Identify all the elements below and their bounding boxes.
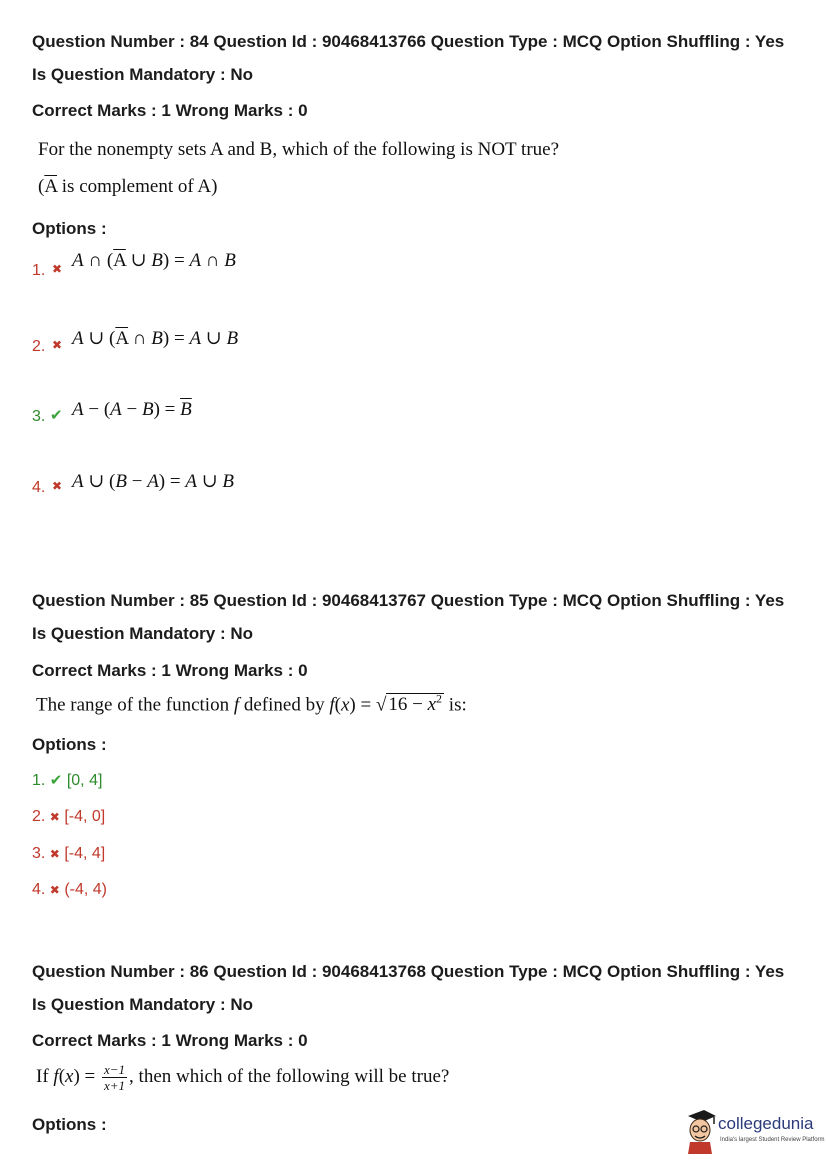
q84-meta-line1: Question Number : 84 Question Id : 90468413766 Question Type : MCQ Option Shuffling : Yes [32, 32, 785, 51]
q86-meta-line3: Correct Marks : 1 Wrong Marks : 0 [32, 1031, 308, 1050]
q85-question-text: The range of the function f defined by f(x) = √ $16 - x^2$ is: [36, 692, 467, 716]
q85-option-2-number: 2. [32, 808, 46, 825]
q85-option-4-text: (-4, 4) [64, 881, 107, 898]
q85-option-1-text: [0, 4] [66, 772, 103, 789]
q84-option-4-formula[interactable]: A ∪ (B − A) = A ∪ B [72, 471, 234, 492]
q84-meta-line2: Is Question Mandatory : No [32, 65, 254, 84]
cross-icon: ✖ [52, 479, 63, 493]
q84-meta-line3: Correct Marks : 1 Wrong Marks : 0 [32, 101, 308, 120]
q85-option-3-number: 3. [32, 845, 46, 862]
q86-question-post: , then which of the following will be true? [129, 1065, 450, 1087]
q85-options-label: Options : [32, 735, 107, 754]
q84-note [38, 176, 217, 198]
q84-option-2-number: 2. [32, 338, 46, 355]
q86-question-pre: If [36, 1065, 54, 1087]
q85-meta-line1: Question Number : 85 Question Id : 90468413767 Question Type : MCQ Option Shuffling : Yes [32, 591, 785, 610]
q85-option-4-number: 4. [32, 881, 46, 898]
q85-option-1-number: 1. [32, 772, 46, 789]
q84-option-2-formula[interactable]: A ∪ ($\overline{A}$ ∩ B) = A ∪ B [72, 328, 239, 349]
q86-options-label: Options : [32, 1115, 107, 1134]
q85-question-mid: defined by [239, 694, 330, 716]
q85-question-post: is: [444, 694, 467, 716]
q84-option-1-number: 1. [32, 262, 46, 279]
collegedunia-logo [684, 1108, 825, 1154]
q84-option-3-formula[interactable]: $A - (A - B) = \overline{B}$ [72, 399, 192, 420]
cross-icon: ✖ [52, 338, 63, 352]
cross-icon: ✖ [49, 810, 60, 824]
cross-icon: ✖ [52, 262, 63, 276]
q85-option-3[interactable] [32, 845, 105, 863]
q86-question-text: If f(x) = $\frac{x-1}{x+1}$ , then which of the following will be true? [36, 1062, 450, 1093]
q85-meta-line2: Is Question Mandatory : No [32, 624, 254, 643]
q85-option-1[interactable] [32, 771, 102, 790]
q85-meta-line3: Correct Marks : 1 Wrong Marks : 0 [32, 661, 308, 680]
logo-wordmark: collegedunia [718, 1114, 814, 1133]
logo-tagline: India's largest Student Review Platform [720, 1137, 825, 1143]
q84-option-1-formula[interactable]: A ∩ ($\overline{A}$ ∪ B) = A ∩ B [72, 250, 236, 271]
cross-icon: ✖ [49, 847, 60, 861]
q84-note-post: is complement of A) [57, 176, 218, 197]
q85-option-3-text: [-4, 4] [64, 845, 106, 862]
q84-option-3-number: 3. [32, 408, 46, 425]
q86-meta-line1: Question Number : 86 Question Id : 90468413768 Question Type : MCQ Option Shuffling : Yes [32, 962, 785, 981]
cross-icon: ✖ [49, 883, 60, 897]
check-icon: ✔ [50, 407, 63, 424]
q84-question-text: For the nonempty sets A and B, which of the following is NOT true? [38, 139, 560, 160]
q85-option-2[interactable] [32, 808, 105, 826]
q84-option-4-number: 4. [32, 479, 46, 496]
check-icon: ✔ [49, 772, 63, 789]
q85-option-2-text: [-4, 0] [64, 808, 106, 825]
q85-option-4[interactable] [32, 881, 107, 899]
q85-question-pre: The range of the function [36, 694, 234, 716]
student-mascot-icon [684, 1108, 718, 1154]
q86-fraction: $\frac{x-1}{x+1}$ [104, 1062, 126, 1093]
q84-options-label: Options : [32, 219, 107, 238]
q86-meta-line2: Is Question Mandatory : No [32, 995, 254, 1014]
q84-note-bar: $\overline{A}$ [44, 176, 58, 197]
q84-note-pre: ( [38, 176, 45, 197]
